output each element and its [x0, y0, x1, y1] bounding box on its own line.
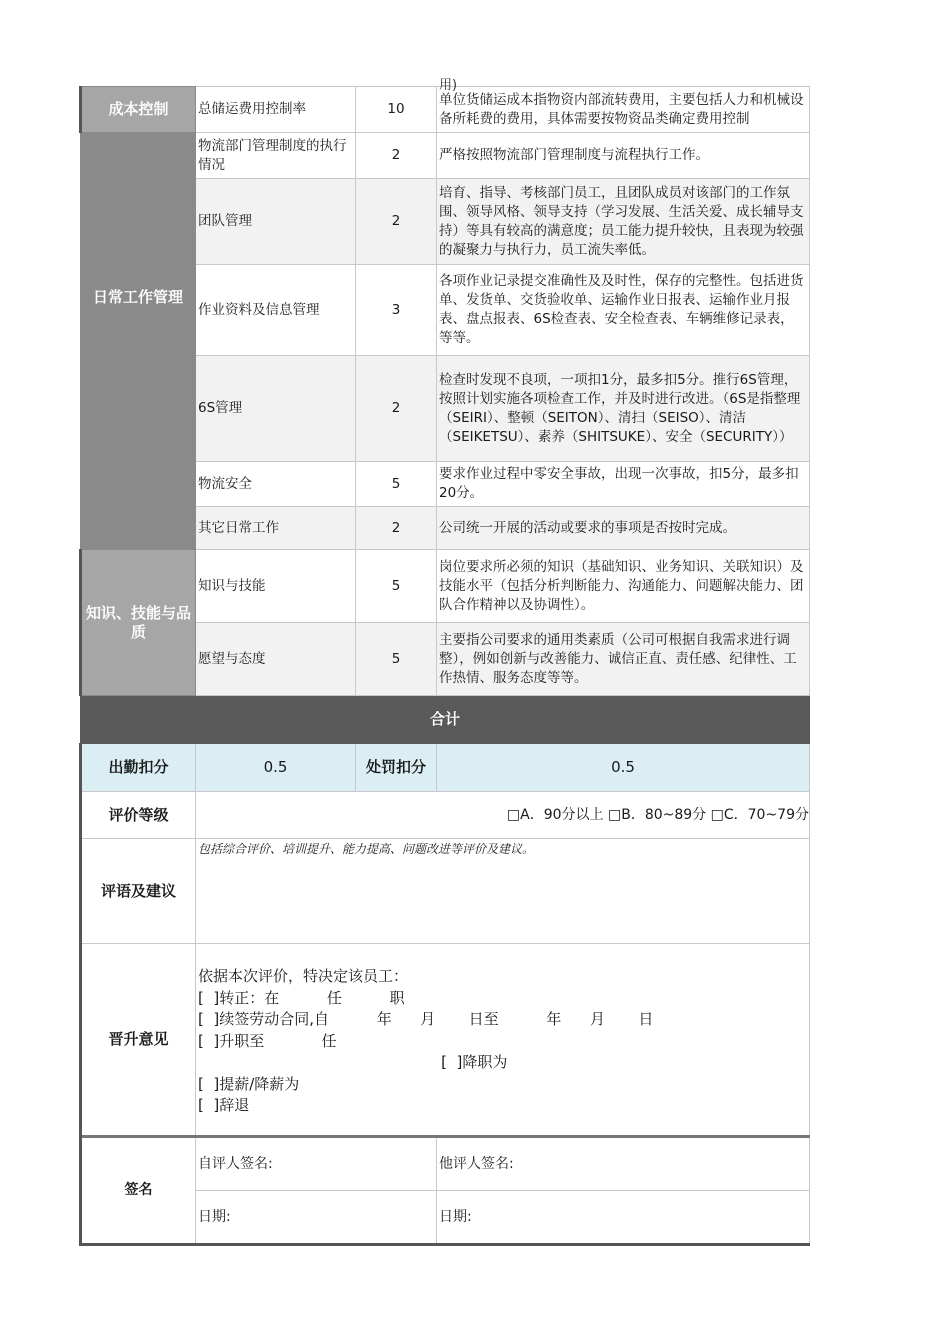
promotion-line-6: [ ]辞退 — [198, 1096, 250, 1114]
daily-item-4: 物流安全 — [196, 462, 356, 507]
skill-item-0: 知识与技能 — [196, 550, 356, 623]
daily-score-1: 2 — [356, 179, 437, 265]
desc-overflow-top: 用) — [439, 78, 458, 93]
daily-score-2: 3 — [356, 265, 437, 356]
daily-desc-4: 要求作业过程中零安全事故，出现一次事故，扣5分，最多扣20分。 — [437, 462, 810, 507]
daily-desc-5: 公司统一开展的活动或要求的事项是否按时完成。 — [437, 507, 810, 550]
score-total-storage-cost: 10 — [356, 87, 437, 133]
attendance-value[interactable]: 0.5 — [196, 744, 356, 792]
promotion-line-3: [ ]升职至 任 — [198, 1031, 337, 1050]
grade-label: 评价等级 — [81, 792, 196, 839]
daily-item-5: 其它日常工作 — [196, 507, 356, 550]
attendance-label: 出勤扣分 — [81, 744, 196, 792]
other-date[interactable]: 日期: — [437, 1191, 810, 1245]
desc-text: 单位货储运成本指物资内部流转费用，主要包括人力和机械设备所耗费的费用，具体需要按物资品类确定费用控制 — [439, 92, 804, 127]
comment-hint[interactable]: 包括综合评价、培训提升、能力提高、问题改进等评价及建议。 — [196, 839, 810, 944]
item-total-storage-cost: 总储运费用控制率 — [196, 87, 356, 133]
penalty-label: 处罚扣分 — [356, 744, 437, 792]
skill-desc-1: 主要指公司要求的通用类素质（公司可根据自我需求进行调整），例如创新与改善能力、诚信正直、责任感、纪律性、工作热情、服务态度等等。 — [437, 623, 810, 696]
category-daily-management: 日常工作管理 — [81, 133, 196, 462]
daily-item-0: 物流部门管理制度的执行情况 — [196, 133, 356, 179]
daily-desc-3: 检查时发现不良项，一项扣1分，最多扣5分。推行6S管理，按照计划实施各项检查工作，并及时进行改进。（6S是指整理（SEIRI）、整顿（SEITON）、清扫（SEISO）、清洁（SEIKETSU）、素养（SHITSUKE）、安全（SECURITY）） — [437, 356, 810, 462]
skill-score-0: 5 — [356, 550, 437, 623]
daily-item-2: 作业资料及信息管理 — [196, 265, 356, 356]
evaluation-table — [79, 78, 810, 1246]
evaluation-sheet — [79, 78, 809, 1246]
promotion-body[interactable] — [196, 944, 810, 1137]
daily-score-5: 2 — [356, 507, 437, 550]
category-daily-continued — [81, 462, 196, 550]
other-signature[interactable]: 他评人签名: — [437, 1137, 810, 1191]
skill-score-1: 5 — [356, 623, 437, 696]
daily-item-3: 6S管理 — [196, 356, 356, 462]
promotion-line-5: [ ]提薪/降薪为 — [198, 1074, 300, 1093]
daily-desc-1: 培育、指导、考核部门员工，且团队成员对该部门的工作氛围、领导风格、领导支持（学习发展、生活关爱、成长辅导支持）等具有较高的满意度；员工能力提升较快，且表现为较强的凝聚力与执行力，员工流失率低。 — [437, 179, 810, 265]
category-cost-control: 成本控制 — [81, 87, 196, 133]
skill-item-1: 愿望与态度 — [196, 623, 356, 696]
promotion-line-1: [ ]转正：在 任 职 — [198, 988, 405, 1007]
daily-score-4: 5 — [356, 462, 437, 507]
skill-desc-0: 岗位要求所必须的知识（基础知识、业务知识、关联知识）及技能水平（包括分析判断能力、沟通能力、问题解决能力、团队合作精神以及协调性）。 — [437, 550, 810, 623]
penalty-value[interactable]: 0.5 — [437, 744, 810, 792]
grade-options[interactable]: □A．90分以上 □B．80~89分 □C．70~79分 — [196, 792, 810, 839]
daily-desc-0: 严格按照物流部门管理制度与流程执行工作。 — [437, 133, 810, 179]
signature-label: 签名 — [81, 1137, 196, 1245]
promotion-line-0: 依据本次评价，特决定该员工： — [198, 967, 409, 985]
promotion-line-2: [ ]续签劳动合同,自 年 月 日至 年 月 日 — [198, 1010, 654, 1028]
desc-total-storage-cost — [437, 78, 810, 133]
daily-desc-2: 各项作业记录提交准确性及及时性，保存的完整性。包括进货单、发货单、交货验收单、运输作业日报表、运输作业月报表、盘点报表、6S检查表、安全检查表、车辆维修记录表，等等。 — [437, 265, 810, 356]
promotion-label: 晋升意见 — [81, 944, 196, 1137]
promotion-line-4: [ ]降职为 — [198, 1053, 508, 1071]
self-signature[interactable]: 自评人签名: — [196, 1137, 437, 1191]
comment-label: 评语及建议 — [81, 839, 196, 944]
category-knowledge-skill: 知识、技能与品质 — [81, 550, 196, 696]
self-date[interactable]: 日期: — [196, 1191, 437, 1245]
daily-score-0: 2 — [356, 133, 437, 179]
total-row: 合计 — [81, 696, 810, 744]
daily-item-1: 团队管理 — [196, 179, 356, 265]
daily-score-3: 2 — [356, 356, 437, 462]
